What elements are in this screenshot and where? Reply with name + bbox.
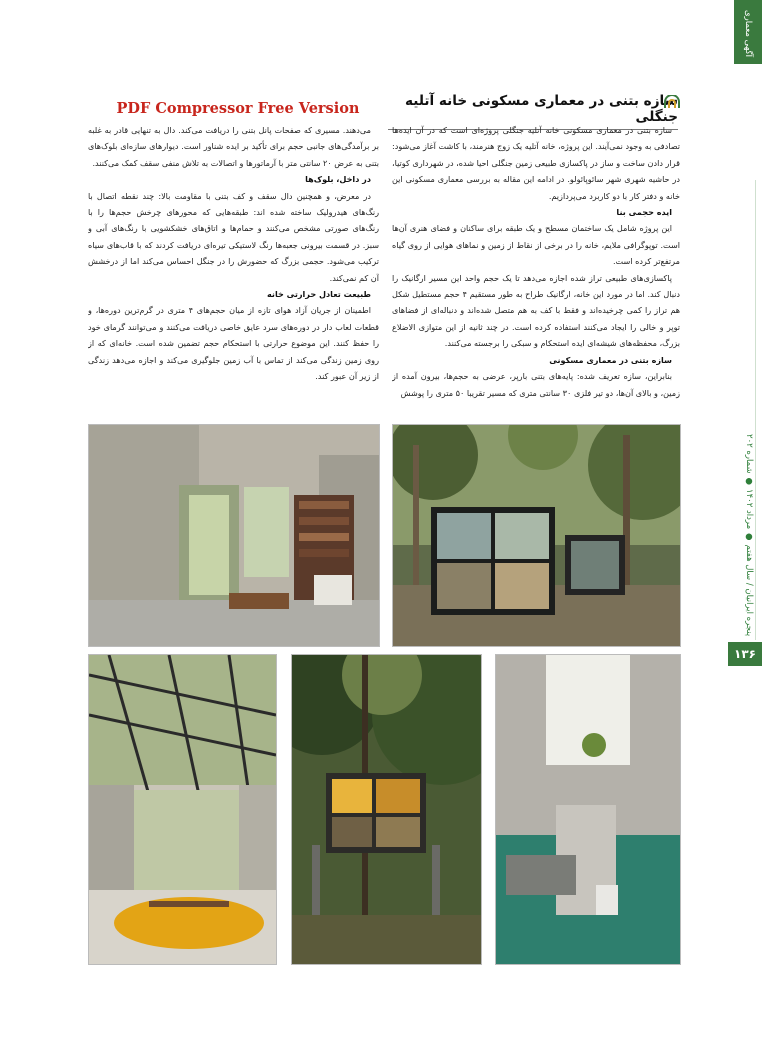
photo-bathroom [495, 654, 681, 965]
journal-reference: پنجره ایرانیان / سال هفتم ● مرداد ۱۴۰۲ ● شماره ۲۰۲ [744, 433, 754, 637]
subheading: سازه بتنی در معماری مسکونی [549, 354, 672, 365]
arch-icon [664, 94, 680, 108]
subheading: در داخل، بلوک‌ها [305, 174, 371, 185]
subheading: طبیعت تعادل حرارتی خانه [267, 289, 371, 300]
paragraph: سازه بتنی در معماری مسکونی خانه آتلیه جنگلی پروژه‌ای است که در آن ایده‌ها تصادفی به وجود نمی‌آیند. این پروژه، خانه آتلیه یک زوج هنرمند، با کاشت آغاز می‌شود: قرار دادن ساخت و ساز در پاکسازی طبیعی زمین جنگلی احیا شده، در شهرداری کوتیا، در حاشیه شهری شهر سائوپائولو. در ادامه این مقاله به بررسی معماری مسکونی این خانه و دفتر کار با دو کاربرد می‌پردازیم. [392, 125, 680, 201]
paragraph: پاکسازی‌های طبیعی تراز شده اجازه می‌دهد تا یک حجم واحد این مسیر ارگانیک را دنبال کند. اما در مورد این خانه، ارگانیک طراح به طور مستقیم ۴ حجم مستطیل شکل هم تراز را کمی چرخیده‌اند و فقط با کف به هم متصل شده‌اند و دنباله‌ای از فضاهای توپر و خالی را ایجاد می‌کنند استفاده کرده است. در چند ثانیه از این متوازی الاضلاع بزرگ، محفظه‌های شیشه‌ای ایده استحکام و سبکی را برجسته می‌کنند. [392, 272, 680, 349]
paragraph: می‌دهند. مسیری که صفحات پانل بتنی را دریافت می‌کند. دال به تنهایی قادر به غلبه بر برآمدگی‌های جانبی حجم برای تأکید بر ایده شناور است. دیوارهای سازه‌ای بلوک‌های بتنی به عرض ۲۰ سانتی متر با آرماتورها و اتصالات به تلاش منفی سقف کمک می‌کنند. [88, 125, 379, 168]
photo-interior-studio [88, 424, 380, 647]
paragraph: در معرض، و همچنین دال سقف و کف بتنی با مقاومت بالا: چند نقطه اتصال با رنگ‌های هیدرولیک ساخته شده اند: طبقه‌هایی که محورهای چرخش حجم‌ها را با رنگ‌های صورتی مشخص می‌کنند و حمام‌ها و اتاق‌های خشکشویی با رنگ‌های آبی و سبز. در قسمت بیرونی جعبه‌ها رنگ لاستیکی تیره‌ای دریافت کردند که با قاب‌های سیاه ترکیب می‌شود. حجمی بزرگ که حضورش را در جنگل احساس می‌کند اما از درخشش آن کم نمی‌کند. [88, 190, 379, 283]
paragraph: اطمینان از جریان آزاد هوای تازه از میان حجم‌های ۴ متری در گرم‌ترین دوره‌ها، و قطعات لعاب دار در دوره‌های سرد عایق خاصی دریافت می‌کنند و می‌توانند گرمای خود را حفظ کنند. این موضوع حرارتی با استحکام حجم تضمین شده است. خانه‌ای که از روی زمین زندگی می‌کند از تماس با آب زمین جلوگیری می‌کند و اجازه می‌دهد زندگی از زیر آن عبور کند. [88, 305, 379, 382]
article-title: سازه بتنی در معماری مسکونی خانه آتلیه جنگلی [388, 93, 678, 130]
subheading: ایده حجمی بنا [616, 207, 672, 218]
photo-glass-roof-interior [88, 654, 277, 965]
pdf-compressor-watermark: PDF Compressor Free Version [116, 100, 360, 117]
paragraph: این پروژه شامل یک ساختمان مسطح و یک طبقه برای ساکنان و فضای هنری آن‌ها است. توپوگرافی ملایم، خانه را در برخی از نقاط از زمین و نماهای هوایی از روی گیاه مرتفع‌تر کرده است. [392, 223, 680, 267]
body-column-right [392, 122, 680, 424]
section-tab-label: آگهی معماری [743, 10, 753, 58]
photo-exterior-glass-volume [392, 424, 681, 647]
photo-exterior-forest [291, 654, 482, 965]
body-column-left [88, 122, 379, 424]
page-number: ۱۳۶ [728, 642, 762, 666]
paragraph: بنابراین، سازه تعریف شده: پایه‌های بتنی بارپر، عرضی به حجم‌ها، بیرون آمده از زمین، و بالای آن‌ها، دو تیر فلزی ۳۰ سانتی متری که مسیر تقریبا ۵۰ متری را پوشش [392, 371, 680, 398]
